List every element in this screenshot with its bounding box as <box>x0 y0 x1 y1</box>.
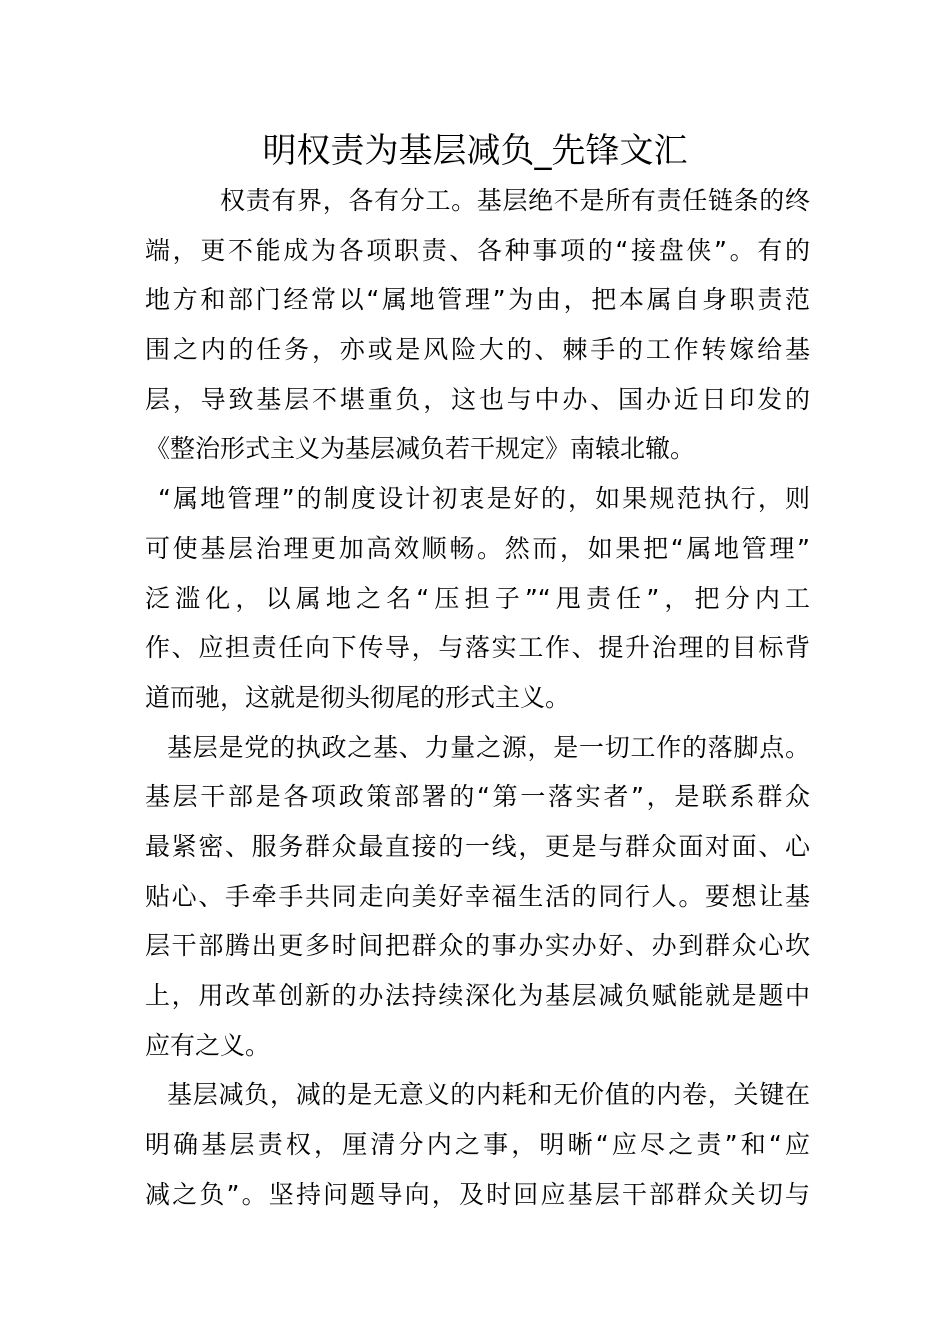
paragraph-line: 最紧密、服务群众最直接的一线，更是与群众面对面、心 <box>145 831 810 861</box>
paragraph-line: 权责有界，各有分工。基层绝不是所有责任链条的终 <box>220 186 810 215</box>
paragraph-line: 围之内的任务，亦或是风险大的、棘手的工作转嫁给基 <box>145 335 810 365</box>
document-title: 明权责为基层减负_先锋文汇 <box>262 131 688 171</box>
paragraph-line: 端，更不能成为各项职责、各种事项的“接盘侠”。有的 <box>145 235 810 265</box>
paragraph-line: 明确基层责权，厘清分内之事，明晰“应尽之责”和“应 <box>145 1130 810 1160</box>
document-body <box>145 176 810 1219</box>
paragraph-line: 贴心、手牵手共同走向美好幸福生活的同行人。要想让基 <box>145 881 810 911</box>
paragraph-line: 层，导致基层不堪重负，这也与中办、国办近日印发的 <box>145 384 810 414</box>
paragraph-line: “属地管理”的制度设计初衷是好的，如果规范执行，则 <box>158 484 810 514</box>
paragraph-line: 作、应担责任向下传导，与落实工作、提升治理的目标背 <box>145 633 810 663</box>
paragraph-line: 基层干部是各项政策部署的“第一落实者”，是联系群众 <box>145 782 810 812</box>
paragraph-line: 道而驰，这就是彻头彻尾的形式主义。 <box>145 682 571 712</box>
paragraph-line: 地方和部门经常以“属地管理”为由，把本属自身职责范 <box>145 285 810 315</box>
paragraph-line: 基层减负，减的是无意义的内耗和无价值的内卷，关键在 <box>167 1080 810 1110</box>
paragraph-line: 泛滥化，以属地之名“压担子”“甩责任”，把分内工 <box>145 583 810 613</box>
paragraph-line: 应有之义。 <box>145 1030 271 1060</box>
paragraph-line: 基层是党的执政之基、力量之源，是一切工作的落脚点。 <box>167 732 810 762</box>
paragraph-line: 减之负”。坚持问题导向，及时回应基层干部群众关切与 <box>145 1179 810 1209</box>
paragraph-line: 层干部腾出更多时间把群众的事办实办好、办到群众心坎 <box>145 931 810 961</box>
paragraph-line: 可使基层治理更加高效顺畅。然而，如果把“属地管理” <box>145 533 810 563</box>
paragraph-line: 上，用改革创新的办法持续深化为基层减负赋能就是题中 <box>145 981 810 1010</box>
paragraph-line: 《整治形式主义为基层减负若干规定》南辕北辙。 <box>145 434 696 464</box>
